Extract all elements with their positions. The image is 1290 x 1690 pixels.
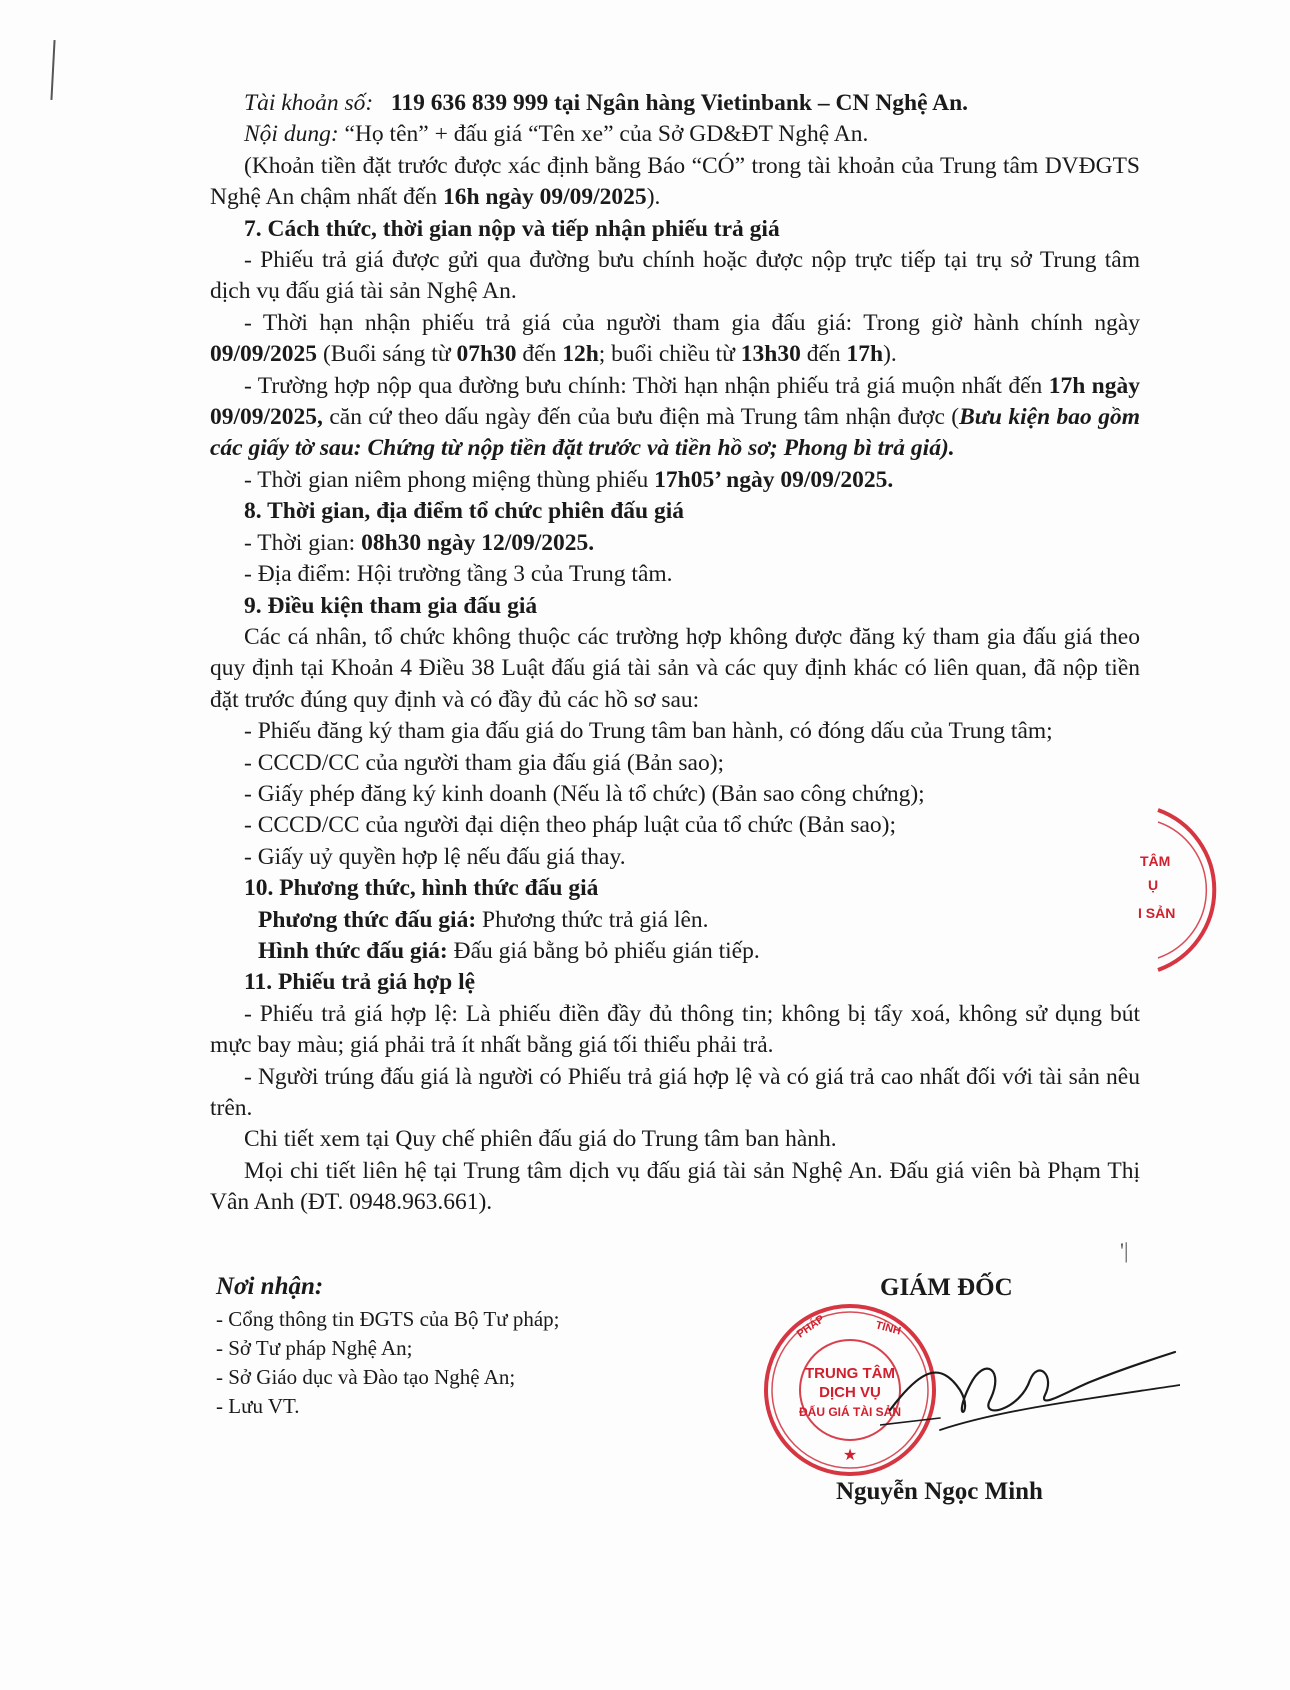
deposit-note-line2a: DVĐGTS Nghệ An chậm nhất đến <box>210 152 1140 211</box>
signer-name: Nguyễn Ngọc Minh <box>836 1478 1043 1505</box>
section9-heading: 9. Điều kiện tham gia đấu giá <box>244 592 538 619</box>
deposit-note-line1: (Khoản tiền đặt trước được xác định bằng Báo “CÓ” trong tài khoản của Trung tâm <box>244 152 1039 179</box>
svg-text:PHÁP: PHÁP <box>794 1313 827 1341</box>
section7-p3 <box>210 371 1140 465</box>
s7p4-a: - Thời gian niêm phong miệng thùng phiếu <box>244 466 655 493</box>
section9-item: - CCCD/CC của người đại diện theo pháp luật của tổ chức (Bản sao); <box>244 812 897 839</box>
transfer-content-line <box>210 119 1140 150</box>
deposit-note-line2c: ). <box>646 184 661 211</box>
section9-item: - CCCD/CC của người tham gia đấu giá (Bản sao); <box>244 749 725 776</box>
s7p2-f: 12h <box>562 341 599 368</box>
scan-mark: '| <box>1120 1238 1129 1263</box>
svg-text:DỊCH VỤ: DỊCH VỤ <box>819 1384 881 1401</box>
s7p3-b: 17h ngày 09/09/2025, <box>210 372 1140 431</box>
section7-p4 <box>210 465 1140 496</box>
account-label: Tài khoản số: <box>244 90 374 116</box>
method-label: Phương thức đấu giá: <box>258 906 477 933</box>
s7p2-h: 13h30 <box>740 341 801 368</box>
s7p2-a: - Thời hạn nhận phiếu trả giá của người tham gia đấu giá: Trong giờ hành chính ngày <box>244 309 1140 336</box>
section7-p2 <box>210 308 1140 371</box>
director-title: GIÁM ĐỐC <box>880 1274 1013 1301</box>
svg-text:I SẢN: I SẢN <box>1138 905 1176 921</box>
s7p2-c: (Buổi sáng từ <box>317 341 457 368</box>
closing-p1: Chi tiết xem tại Quy chế phiên đấu giá do Trung tâm ban hành. <box>244 1126 837 1153</box>
deposit-note <box>210 151 1140 214</box>
section7-heading: 7. Cách thức, thời gian nộp và tiếp nhận phiếu trả giá <box>244 215 780 242</box>
section10-form <box>210 936 1140 967</box>
side-seal-image <box>1138 800 1248 980</box>
section10-heading: 10. Phương thức, hình thức đấu giá <box>244 875 599 902</box>
s7p2-d: 07h30 <box>456 341 517 368</box>
closing-p2: Mọi chi tiết liên hệ tại Trung tâm dịch vụ đấu giá tài sản Nghệ An. Đấu giá viên bà Phạm Thị Vân Anh (ĐT. 0948.963.661). <box>210 1157 1140 1216</box>
section9-item: - Phiếu đăng ký tham gia đấu giá do Trung tâm ban hành, có đóng dấu của Trung tâm; <box>244 718 1053 745</box>
section10-method <box>210 905 1140 936</box>
svg-text:TÂM: TÂM <box>1140 853 1171 869</box>
recipients-block <box>216 1272 736 1421</box>
svg-text:Ụ: Ụ <box>1148 877 1159 893</box>
section11-heading: 11. Phiếu trả giá hợp lệ <box>244 969 476 996</box>
section9-item: - Giấy uỷ quyền hợp lệ nếu đấu giá thay. <box>244 843 626 870</box>
handwritten-signature <box>880 1330 1180 1440</box>
svg-text:TỈNH: TỈNH <box>874 1319 903 1338</box>
s7p2-i: đến <box>800 341 847 368</box>
recipient-item: - Lưu VT. <box>216 1394 300 1418</box>
svg-text:TRUNG TÂM: TRUNG TÂM <box>805 1365 895 1382</box>
section11-p2: - Người trúng đấu giá là người có Phiếu trả giá hợp lệ và có giá trả cao nhất đối với tài sản nêu trên. <box>210 1063 1140 1121</box>
s7p2-b: 09/09/2025 <box>210 341 318 368</box>
s7p3-e: ). <box>940 435 955 462</box>
recipient-item: - Cổng thông tin ĐGTS của Bộ Tư pháp; <box>216 1307 560 1331</box>
scan-artifact <box>50 40 55 100</box>
form-value: Đấu giá bằng bỏ phiếu gián tiếp. <box>447 937 760 964</box>
s7p2-g: ; buổi chiều từ <box>598 341 741 368</box>
recipient-item: - Sở Tư pháp Nghệ An; <box>216 1336 413 1360</box>
deposit-deadline: 16h ngày 09/09/2025 <box>442 184 647 211</box>
section8-place: - Địa điểm: Hội trường tầng 3 của Trung tâm. <box>244 561 673 588</box>
s7p2-k: ). <box>883 341 897 368</box>
s7p3-c: căn cứ theo dấu ngày đến của bưu điện mà Trung tâm nhận được ( <box>322 404 960 431</box>
section8-heading: 8. Thời gian, địa điểm tổ chức phiên đấu giá <box>244 498 684 525</box>
document-body <box>210 88 1140 1219</box>
section8-time <box>210 528 1140 559</box>
s8-time-label: - Thời gian: <box>244 529 362 556</box>
s7p3-d: Bưu kiện bao gồm các giấy tờ sau: Chứng từ nộp tiền đặt trước và tiền hồ sơ; Phong bì trả giá <box>210 404 1140 462</box>
section11-p1: - Phiếu trả giá hợp lệ: Là phiếu điền đầy đủ thông tin; không bị tẩy xoá, không sử dụng bút mực bay màu; giá phải trả ít nhất bằng giá tối thiểu phải trả. <box>210 1000 1140 1059</box>
s7p2-e: đến <box>516 341 563 368</box>
method-value: Phương thức trả giá lên. <box>476 906 709 933</box>
recipients-title: Nơi nhận: <box>216 1273 324 1300</box>
section7-p1: - Phiếu trả giá được gửi qua đường bưu chính hoặc được nộp trực tiếp tại trụ sở Trung tâm dịch vụ đấu giá tài sản Nghệ An. <box>210 247 1140 305</box>
s8-time-value: 08h30 ngày 12/09/2025. <box>361 529 595 556</box>
account-value: 119 636 839 999 tại Ngân hàng Vietinbank – CN Nghệ An. <box>390 90 969 116</box>
section9-intro: Các cá nhân, tổ chức không thuộc các trường hợp không được đăng ký tham gia đấu giá theo quy định tại Khoản 4 Điều 38 Luật đấu giá tài sản và các quy định khác có liên quan, đã nộp tiền đặt trước đúng quy định và có đầy đủ các hồ sơ sau: <box>210 623 1140 713</box>
svg-text:ĐẤU GIÁ TÀI SẢN: ĐẤU GIÁ TÀI SẢN <box>799 1405 901 1419</box>
s7p2-j: 17h <box>846 341 884 368</box>
recipient-item: - Sở Giáo dục và Đào tạo Nghệ An; <box>216 1365 516 1389</box>
transfer-content-label: Nội dung: <box>244 121 339 148</box>
svg-text:★: ★ <box>842 1447 858 1464</box>
s7p4-b: 17h05’ ngày 09/09/2025. <box>654 466 894 493</box>
s7p3-a: - Trường hợp nộp qua đường bưu chính: Thời hạn nhận phiếu trả giá muộn nhất đến <box>244 372 1049 399</box>
section9-item: - Giấy phép đăng ký kinh doanh (Nếu là tổ chức) (Bản sao công chứng); <box>244 780 925 807</box>
form-label: Hình thức đấu giá: <box>258 937 448 964</box>
account-line <box>210 88 1140 119</box>
transfer-content-value: “Họ tên” + đấu giá “Tên xe” của Sở GD&ĐT Nghệ An. <box>344 121 869 148</box>
